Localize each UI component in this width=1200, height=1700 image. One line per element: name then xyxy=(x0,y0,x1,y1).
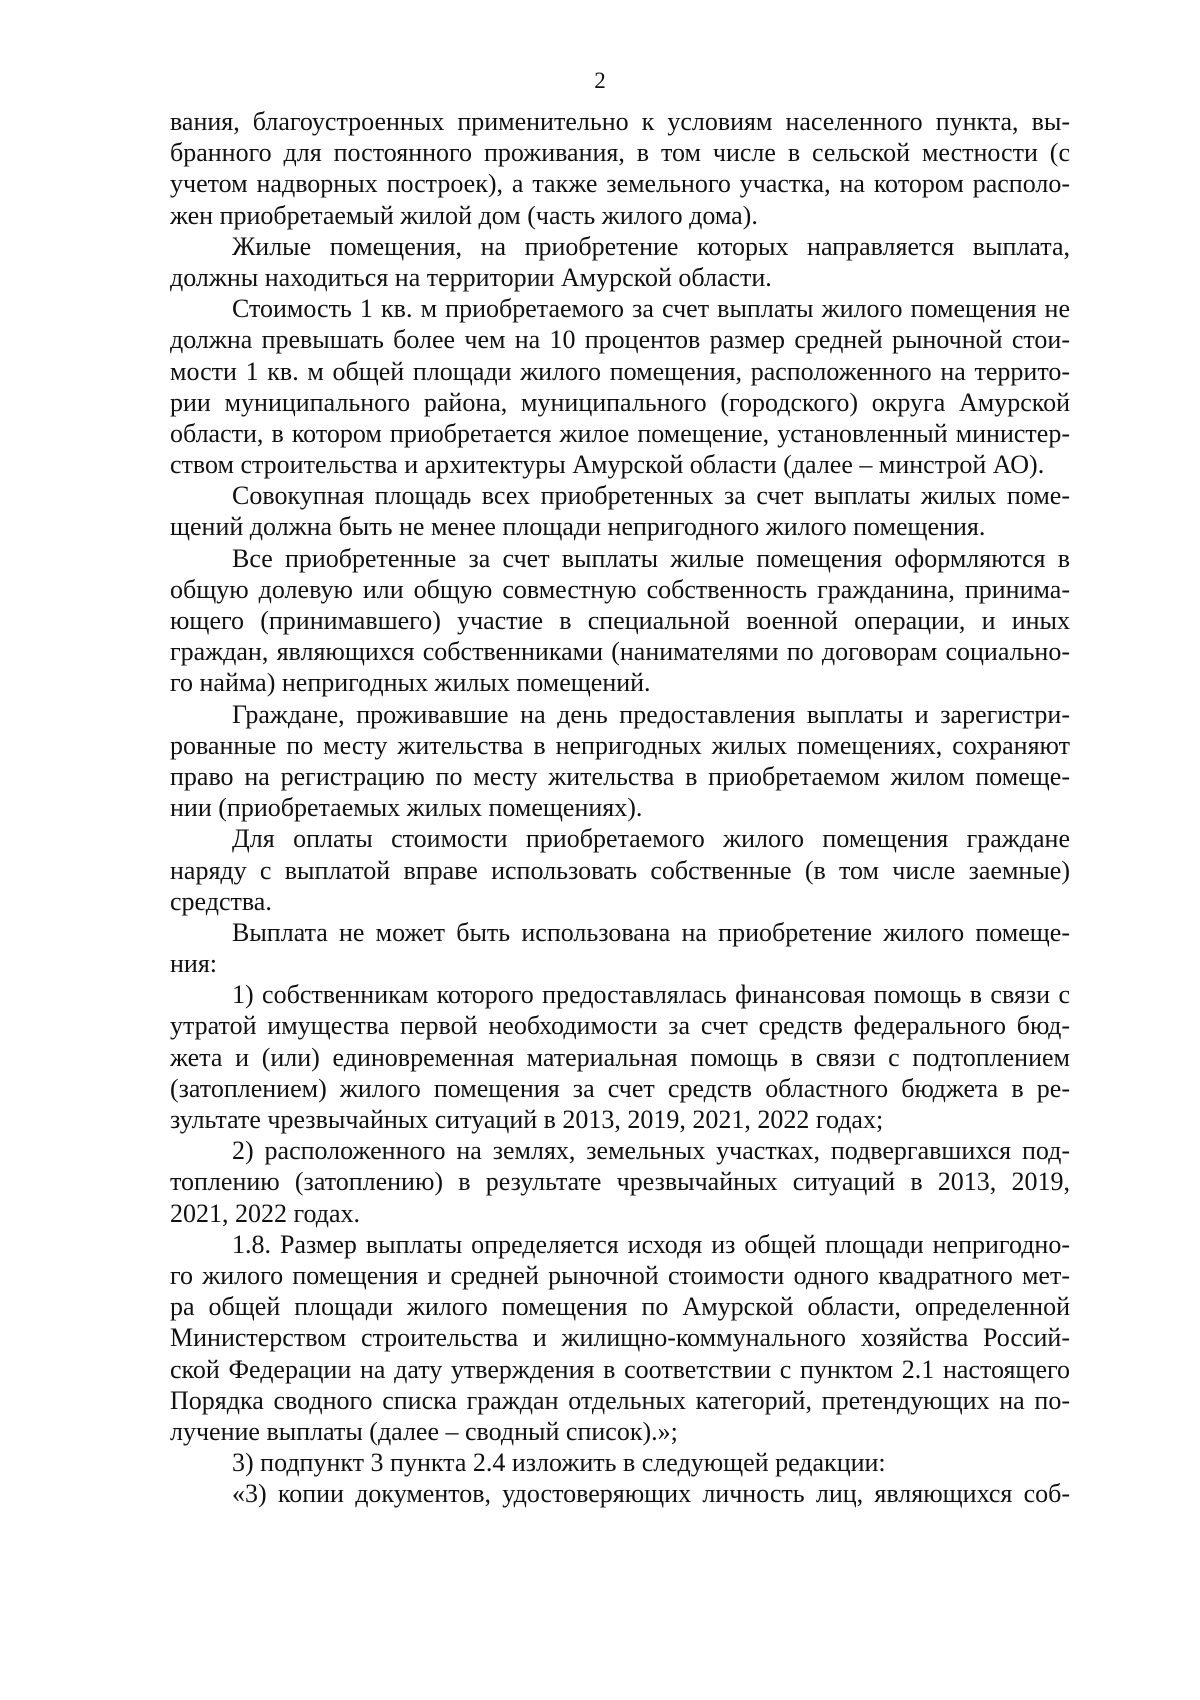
text-line: ра общей площади жилого помещения по Амурской области, определенной xyxy=(170,1292,1070,1322)
text-line: должна превышать более чем на 10 процентов размер средней рыночной стои- xyxy=(170,325,1070,355)
text-line: Стоимость 1 кв. м приобретаемого за счет выплаты жилого помещения не xyxy=(232,294,1070,324)
text-line: жета и (или) единовременная материальная помощь в связи с подтоплением xyxy=(170,1042,1070,1072)
text-line: рованные по месту жительства в непригодных жилых помещениях, сохраняют xyxy=(170,730,1070,760)
text-line: (затоплением) жилого помещения за счет средств областного бюджета в ре- xyxy=(170,1073,1070,1103)
text-line: 3) подпункт 3 пункта 2.4 изложить в следующей редакции: xyxy=(232,1448,886,1478)
text-line: нии (приобретаемых жилых помещениях). xyxy=(170,793,643,823)
text-line: бранного для постоянного проживания, в том числе в сельской местности (с xyxy=(170,138,1070,168)
text-line: Министерством строительства и жилищно-коммунального хозяйства Россий- xyxy=(170,1323,1070,1353)
document-body xyxy=(170,106,1070,1509)
text-line: учетом надворных построек), а также земельного участка, на котором располо- xyxy=(170,169,1070,199)
text-line: Совокупная площадь всех приобретенных за счет выплаты жилых поме- xyxy=(232,481,1070,511)
text-line: топлению (затоплению) в результате чрезвычайных ситуаций в 2013, 2019, xyxy=(170,1167,1070,1197)
text-line: ющего (принимавшего) участие в специальной военной операции, и иных xyxy=(170,606,1070,635)
text-line: общую долевую или общую совместную собственность гражданина, принима- xyxy=(170,574,1070,604)
text-line: 1.8. Размер выплаты определяется исходя из общей площади непригодно- xyxy=(232,1229,1070,1259)
text-line: 2021, 2022 годах. xyxy=(170,1198,361,1228)
text-line: ния: xyxy=(170,949,218,979)
text-line: зультате чрезвычайных ситуаций в 2013, 2019, 2021, 2022 годах; xyxy=(170,1105,884,1134)
text-line: лучение выплаты (далее – сводный список).»; xyxy=(170,1416,678,1446)
text-line: право на регистрацию по месту жительства в приобретаемом жилом помеще- xyxy=(170,761,1070,791)
text-line: Граждане, проживавшие на день предоставления выплаты и зарегистри- xyxy=(232,699,1070,729)
text-line: «3) копии документов, удостоверяющих личность лиц, являющихся соб- xyxy=(232,1479,1070,1509)
text-line: 2) расположенного на землях, земельных участках, подвергавшихся под- xyxy=(232,1136,1070,1166)
text-line: го найма) непригодных жилых помещений. xyxy=(170,668,651,698)
text-line: Порядка сводного списка граждан отдельных категорий, претендующих на по- xyxy=(170,1385,1070,1415)
text-line: вания, благоустроенных применительно к условиям населенного пункта, вы- xyxy=(170,107,1070,136)
page-number: 2 xyxy=(594,68,606,93)
text-line: утратой имущества первой необходимости за счет средств федерального бюд- xyxy=(170,1011,1070,1041)
text-line: Выплата не может быть использована на приобретение жилого помеще- xyxy=(232,917,1070,947)
text-line: рии муниципального района, муниципального (городского) округа Амурской xyxy=(170,387,1070,417)
text-line: ской Федерации на дату утверждения в соответствии с пунктом 2.1 настоящего xyxy=(170,1354,1070,1384)
text-line: ством строительства и архитектуры Амурской области (далее – минстрой АО). xyxy=(170,450,1045,480)
text-line: мости 1 кв. м общей площади жилого помещения, расположенного на террито- xyxy=(170,356,1070,386)
text-line: области, в котором приобретается жилое помещение, установленный министер- xyxy=(170,418,1070,448)
text-line: го жилого помещения и средней рыночной стоимости одного квадратного мет- xyxy=(170,1260,1070,1290)
text-line: должны находиться на территории Амурской области. xyxy=(170,262,772,292)
text-line: наряду с выплатой вправе использовать собственные (в том числе заемные) xyxy=(170,855,1070,885)
text-line: средства. xyxy=(170,886,272,916)
text-line: щений должна быть не менее площади непригодного жилого помещения. xyxy=(170,512,986,542)
text-line: 1) собственникам которого предоставлялась финансовая помощь в связи с xyxy=(232,980,1070,1010)
text-line: жен приобретаемый жилой дом (часть жилого дома). xyxy=(170,200,758,230)
text-line: Жилые помещения, на приобретение которых направляется выплата, xyxy=(232,231,1070,261)
text-line: Все приобретенные за счет выплаты жилые помещения оформляются в xyxy=(232,543,1070,573)
text-line: Для оплаты стоимости приобретаемого жилого помещения граждане xyxy=(232,824,1070,854)
text-line: граждан, являющихся собственниками (нанимателями по договорам социально- xyxy=(170,637,1070,667)
